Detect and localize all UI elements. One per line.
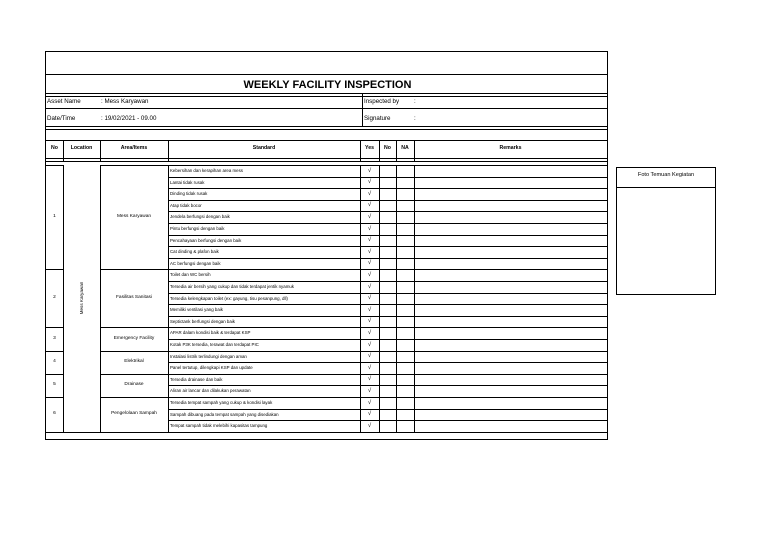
header-bottom-rule [46,158,607,162]
datetime-value: : 19/02/2021 - 09.00 [101,115,157,122]
group-number: 2 [53,295,56,301]
group-rule [46,327,63,328]
group-area: Mess Karyawan [116,214,152,220]
yes-check-mark[interactable]: √ [367,329,372,336]
signature-label: Signature [364,115,391,122]
inspected-by-value: : [414,98,416,105]
standard-item: Dinding tidak rusak [170,191,208,197]
yes-check-mark[interactable]: √ [367,190,372,197]
asset-name-label: Asset Name [47,98,81,105]
yes-check-mark[interactable]: √ [367,422,372,429]
signature-value: : [414,115,416,122]
datetime-label: Date/Time [47,115,76,122]
table-bottom-rule [46,432,607,433]
yes-check-mark[interactable]: √ [367,202,372,209]
col-header-standard: Standard [252,145,276,151]
standard-item: APAR dalam kondisi baik & terdapat KSP [170,330,251,336]
standard-item: Sampah dibuang pada tempat sampah yang disediakan [170,411,279,417]
yes-check-mark[interactable]: √ [367,295,372,302]
header-top-rule [46,140,607,141]
form-title: WEEKLY FACILITY INSPECTION [243,79,412,91]
yes-check-mark[interactable]: √ [367,387,372,394]
photo-divider [617,187,715,188]
standard-item: Tersedia tempat sampah yang cukup & kondisi layak [170,400,273,405]
header-divider [396,140,397,161]
yes-check-mark[interactable]: √ [367,213,372,220]
standard-item: Tersedia air bersih yang cukup dan tidak terdapat jentik nyamuk [170,284,294,289]
standard-item: Tempat sampah tidak melebihi kapasitas tampung [170,423,268,429]
col-header-yes: Yes [365,145,374,151]
col-header-no-check: No [384,145,391,151]
group-rule [46,351,63,352]
yes-check-mark[interactable]: √ [367,399,372,406]
title-top-rule [46,74,607,75]
yes-check-mark[interactable]: √ [367,237,372,244]
standard-item: Lantai tidak rusak [170,179,205,185]
group-area: Elektrikal [124,359,144,365]
col-header-remarks: Remarks [499,145,522,151]
yes-check-mark[interactable]: √ [367,271,372,278]
header-divider [414,140,415,161]
group-rule [46,397,63,398]
column-divider [379,165,380,432]
column-divider [396,165,397,432]
yes-check-mark[interactable]: √ [367,167,372,174]
group-area: Drainase [124,382,144,388]
yes-check-mark[interactable]: √ [367,364,372,371]
standard-item: Instalasi listrik terlindungi dengan aman [170,353,247,359]
yes-check-mark[interactable]: √ [367,411,372,418]
info-row-rule [46,108,607,109]
yes-check-mark[interactable]: √ [367,225,372,232]
standard-item: AC berfungsi dengan baik [170,260,221,266]
standard-item: Pencahayaan berfungsi dengan baik [170,237,242,243]
standard-item: Pintu berfungsi dengan baik [170,226,225,231]
yes-check-mark[interactable]: √ [367,341,372,348]
standard-item: Tersedia drainase dan baik [170,376,223,382]
asset-name-value: : Mess Karyawan [101,98,149,105]
group-rule [46,374,63,375]
col-header-location: Location [70,145,93,151]
standard-item: Memiliki ventilasi yang baik [170,307,223,313]
yes-check-mark[interactable]: √ [367,318,372,325]
info-divider [362,94,363,126]
yes-check-mark[interactable]: √ [367,260,372,267]
col-header-area: Area/Items [120,145,148,151]
column-divider [360,165,361,432]
group-number: 6 [53,411,56,417]
column-divider [414,165,415,432]
column-divider [168,165,169,432]
photo-label: Foto Temuan Kegiatan [637,172,695,178]
group-area: Pengelolaan Sampah [111,411,157,417]
info-bottom-rule [46,126,607,130]
header-divider [360,140,361,161]
group-number: 3 [53,336,56,341]
group-rule [46,269,63,270]
inspection-form [45,51,608,440]
standard-item: Septictank berfungsi dengan baik [170,318,235,324]
group-area: Emergency Facility [113,336,155,341]
header-divider [168,140,169,161]
col-header-no: No [51,145,58,151]
column-divider [100,165,101,432]
yes-check-mark[interactable]: √ [367,306,372,313]
standard-item: Kotak P3K tersedia, terawat dan terdapat PIC [170,342,259,347]
inspected-by-label: Inspected by [364,98,400,105]
header-divider [379,140,380,161]
standard-item: Tersedia kelengkapan toilet (ex: gayung, tisu pesanpung, dll) [170,295,288,301]
standard-item: Jendela berfungsi dengan baik [170,214,230,220]
standard-item: Kebersihan dan kerapihan area mess [170,168,243,173]
column-divider [63,165,64,432]
group-area: Fasilitas Sanitasi [116,295,152,301]
standard-item: Atap tidak bocor [170,202,202,208]
yes-check-mark[interactable]: √ [367,353,372,360]
yes-check-mark[interactable]: √ [367,283,372,290]
group-number: 5 [53,382,56,388]
standard-item: Toilet dan WC bersih [170,272,211,278]
standard-item: Panel tertutup, dilengkapi KSP dan update [170,365,253,371]
group-rule [46,165,63,166]
yes-check-mark[interactable]: √ [367,248,372,255]
standard-item: Aliran air lancar dan dilakukan perawatan [170,388,251,394]
group-number: 4 [53,359,56,365]
photo-box [616,167,716,295]
group-number: 1 [53,214,56,220]
location-label: Mess Karyawan [78,282,84,315]
header-divider [100,140,101,161]
header-divider [63,140,64,161]
col-header-na: NA [401,145,409,151]
standard-item: Cat dinding & plafon baik [170,249,219,255]
yes-check-mark[interactable]: √ [367,179,372,186]
yes-check-mark[interactable]: √ [367,376,372,383]
